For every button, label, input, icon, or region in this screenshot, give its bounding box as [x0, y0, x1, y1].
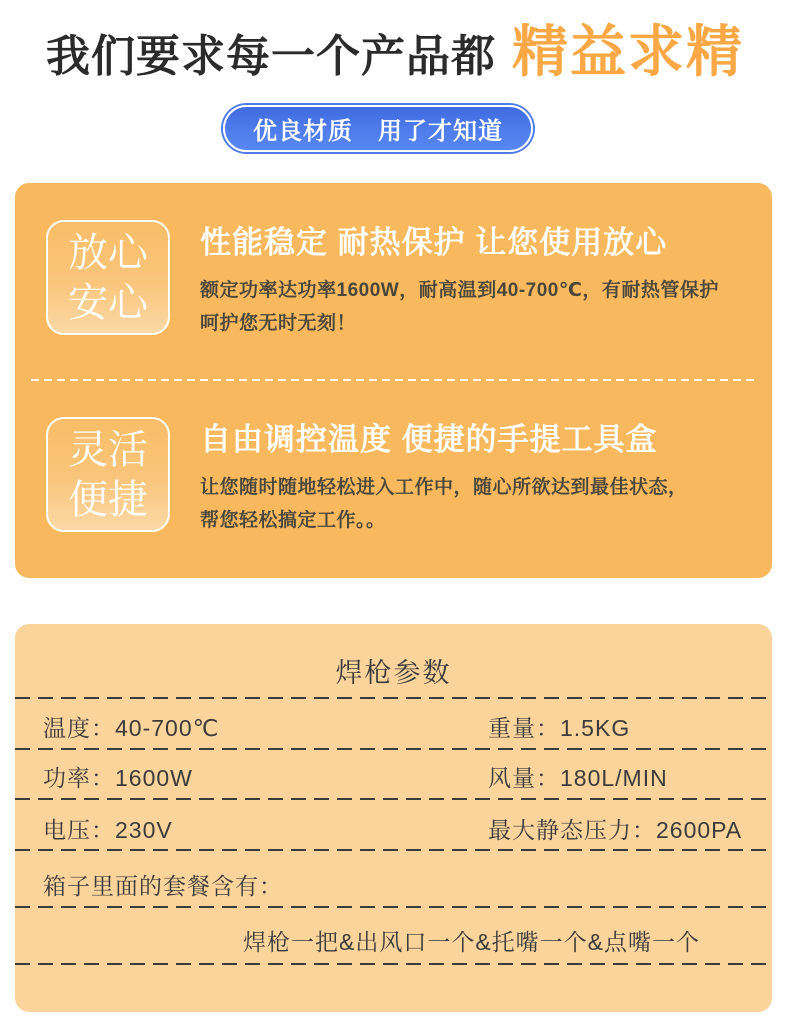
specs-row-power-airflow — [43, 763, 744, 793]
quality-pill-text: 优良材质 用了才知道 — [253, 118, 503, 145]
spec-power: 功率：1600W — [43, 765, 193, 791]
specs-dashed-rule — [15, 748, 772, 750]
feature-flexible-body — [200, 471, 748, 537]
feature-item-safety — [46, 220, 748, 340]
feature-safety-body — [200, 274, 748, 340]
hero-title-main: 我们要求每一个产品都 — [46, 32, 496, 81]
package-contents: 焊枪一把&出风口一个&托嘴一个&点嘴一个 — [243, 929, 701, 955]
quality-pill-badge — [223, 105, 533, 152]
specs-card — [15, 624, 772, 1012]
specs-dashed-rule — [15, 963, 772, 965]
specs-dashed-rule — [15, 849, 772, 851]
feature-flexible-text — [200, 417, 748, 537]
spec-temperature: 温度：40-700℃ — [43, 715, 220, 741]
dashed-divider — [31, 379, 756, 381]
feature-safety-tag-line2: 安心 — [68, 280, 148, 325]
feature-flexible-tag-line2: 便捷 — [68, 477, 148, 522]
spec-voltage: 电压：230V — [43, 817, 173, 843]
feature-safety-heading: 性能稳定 耐热保护 让您使用放心 — [200, 225, 668, 260]
feature-safety-tag-box — [46, 220, 170, 335]
specs-package-label-row — [43, 871, 744, 901]
feature-flexible-body-line1: 让您随时随地轻松进入工作中，随心所欲达到最佳状态， — [200, 477, 688, 498]
spec-weight: 重量：1.5KG — [488, 715, 631, 741]
feature-safety-body-line1: 额定功率达功率1600W，耐高温到40-700℃，有耐热管保护 — [200, 280, 719, 301]
feature-flexible-tag-line1: 灵活 — [68, 427, 148, 472]
feature-safety-text — [200, 220, 748, 340]
spec-airflow: 风量：180L/MIN — [488, 765, 668, 791]
specs-dashed-rule — [15, 697, 772, 699]
specs-title: 焊枪参数 — [335, 658, 452, 688]
feature-flexible-body-line2: 帮您轻松搞定工作。。 — [200, 510, 386, 531]
hero-title-accent: 精益求精 — [512, 20, 744, 83]
specs-dashed-rule — [15, 906, 772, 908]
specs-row-voltage-pressure — [43, 815, 744, 845]
features-card — [15, 183, 772, 578]
package-label: 箱子里面的套餐含有： — [43, 873, 283, 899]
spec-max-static-pressure: 最大静态压力：2600PA — [488, 817, 743, 843]
hero-heading — [0, 8, 790, 93]
feature-safety-body-line2: 呵护您无时无刻！ — [200, 313, 357, 334]
feature-flexible-tag-box — [46, 417, 170, 532]
specs-row-temperature-weight — [43, 713, 744, 743]
specs-dashed-rule — [15, 798, 772, 800]
feature-item-flexible — [46, 417, 748, 537]
feature-safety-tag-line1: 放心 — [68, 230, 148, 275]
feature-flexible-heading: 自由调控温度 便捷的手提工具盒 — [200, 422, 658, 457]
